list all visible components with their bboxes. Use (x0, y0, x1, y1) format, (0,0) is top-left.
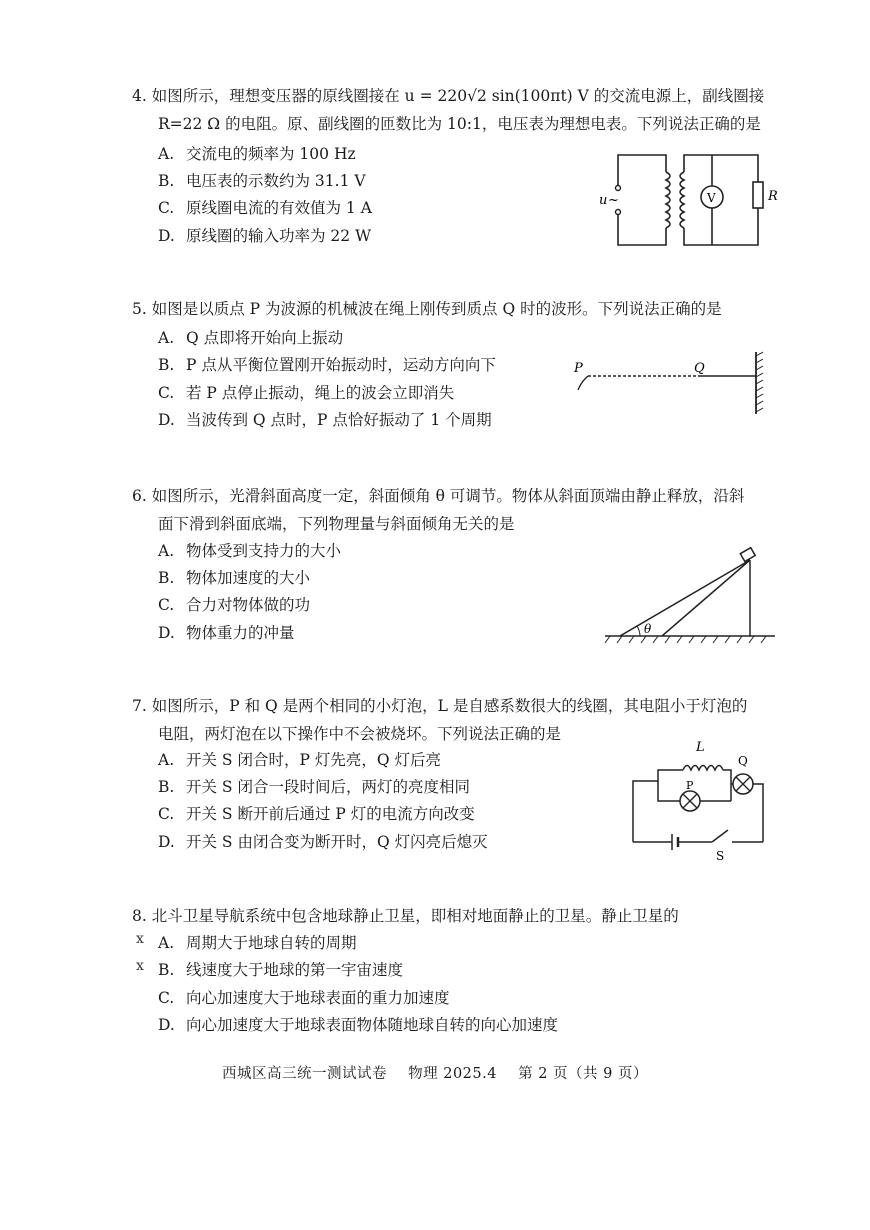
coil-label: L (696, 740, 705, 755)
incline-figure (600, 540, 780, 645)
question-stem (132, 82, 792, 138)
stem-line: 面下滑到斜面底端，下列物理量与斜面倾角无关的是 (158, 515, 515, 533)
question-number: 7. (132, 697, 147, 715)
point-q-label: Q (694, 361, 705, 376)
footer-page-number: 第 2 页（共 9 页） (518, 1066, 648, 1082)
stem-line: 8. 北斗卫星导航系统中包含地球静止卫星，即相对地面静止的卫星。静止卫星的 (132, 907, 679, 925)
lamp-q-label: Q (738, 754, 748, 768)
question-number: 6. (132, 487, 147, 505)
footer-subject: 物理 2025.4 (408, 1066, 497, 1082)
option-d: D. 当波传到 Q 点时，P 点恰好振动了 1 个周期 (158, 411, 492, 429)
option-d: D. 物体重力的冲量 (158, 624, 295, 642)
stem-line: 电阻，两灯泡在以下操作中不会被烧坏。下列说法正确的是 (158, 725, 562, 743)
switch-label: S (716, 849, 725, 863)
voltmeter-label: V (707, 191, 716, 205)
ac-symbol: ~ (608, 193, 619, 208)
stem-line: R=22 Ω 的电阻。原、副线圈的匝数比为 10:1，电压表为理想电表。下列说法正确的是 (158, 115, 761, 133)
point-p-label: P (574, 361, 583, 376)
option-d: D. 原线圈的输入功率为 22 W (158, 227, 372, 245)
option-c: C. 原线圈电流的有效值为 1 A (158, 199, 372, 217)
resistor-label: R (768, 189, 778, 204)
option-a: A. 开关 S 闭合时，P 灯先亮，Q 灯后亮 (158, 751, 441, 769)
option-b: B. 开关 S 闭合一段时间后，两灯的亮度相同 (158, 778, 470, 796)
inductor-lamp-circuit-figure (628, 735, 778, 865)
question-number: 8. (132, 907, 147, 925)
stem-line: 7. 如图所示，P 和 Q 是两个相同的小灯泡，L 是自感系数很大的线圈，其电阻小于灯泡的 (132, 697, 748, 715)
question-stem (132, 482, 792, 538)
stem-line: 4. 如图所示，理想变压器的原线圈接在 u = 220√2 sin(100πt) V 的交流电源上，副线圈接 (132, 87, 765, 105)
option-a: A. Q 点即将开始向上振动 (158, 329, 344, 347)
option-c: C. 开关 S 断开前后通过 P 灯的电流方向改变 (158, 805, 475, 823)
option-d: D. 向心加速度大于地球表面物体随地球自转的向心加速度 (158, 1016, 559, 1034)
angle-label: θ (644, 622, 652, 636)
option-c: C. 若 P 点停止振动，绳上的波会立即消失 (158, 384, 455, 402)
transformer-circuit-figure (596, 150, 786, 250)
option-a: A. 交流电的频率为 100 Hz (158, 145, 356, 163)
option-b: B. 线速度大于地球的第一宇宙速度 (158, 961, 404, 979)
source-label: u (599, 193, 608, 208)
question-number: 5. (132, 300, 147, 318)
page-footer (0, 1062, 870, 1083)
stem-line: 5. 如图是以质点 P 为波源的机械波在绳上刚传到质点 Q 时的波形。下列说法正确的是 (132, 300, 722, 318)
question-number: 4. (132, 87, 147, 105)
option-a: A. 周期大于地球自转的周期 (158, 934, 357, 952)
option-b: B. 物体加速度的大小 (158, 569, 311, 587)
option-d: D. 开关 S 由闭合变为断开时，Q 灯闪亮后熄灭 (158, 833, 488, 851)
option-a: A. 物体受到支持力的大小 (158, 542, 342, 560)
stem-line: 6. 如图所示，光滑斜面高度一定，斜面倾角 θ 可调节。物体从斜面顶端由静止释放，沿斜 (132, 487, 745, 505)
question-stem (132, 902, 792, 930)
footer-exam-name: 西城区高三统一测试试卷 (222, 1066, 388, 1082)
option-c: C. 合力对物体做的功 (158, 596, 311, 614)
lamp-p-label: P (686, 779, 694, 792)
handwritten-cross-mark: x (136, 958, 144, 974)
option-c: C. 向心加速度大于地球表面的重力加速度 (158, 989, 450, 1007)
question-stem (132, 295, 792, 323)
option-b: B. P 点从平衡位置刚开始振动时，运动方向向下 (158, 356, 496, 374)
option-b: B. 电压表的示数约为 31.1 V (158, 172, 366, 190)
rope-wave-figure (568, 348, 773, 418)
handwritten-cross-mark: x (136, 931, 144, 947)
